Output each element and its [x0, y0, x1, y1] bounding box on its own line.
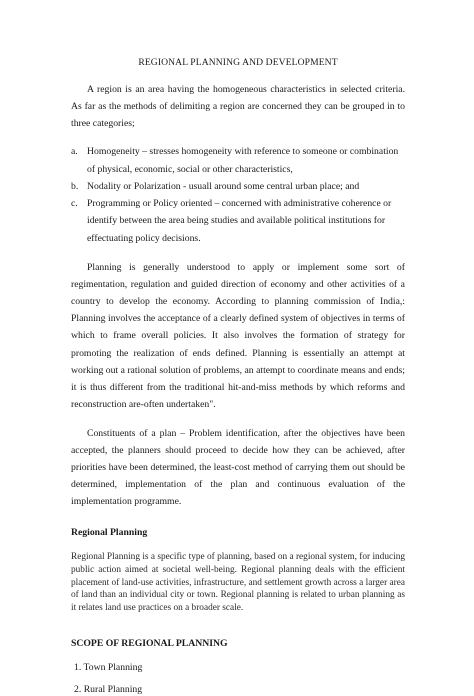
list-item — [71, 195, 405, 247]
constituents-paragraph: Constituents of a plan – Problem identification, after the objectives have been accepted, the planners should proceed to decide how they can be achieved, after priorities have been determined, the least-cost method of carrying them out should be determined, implementation of the plan and continuous evaluation of the implementation programme. — [71, 427, 405, 508]
planning-paragraph: Planning is generally understood to apply or implement some sort of regimentation, regulation and guided direction of economy and other activities of a country to develop the economy. According to planning commission of India,: Planning involves the acceptance of a clearly defined system of objectives in terms of which to frame overall policies. It also involves the formation of strategy for promoting the realization of ends defined. Planning is essentially an attempt at working out a rational solution of problems, an attempt to coordinate means and ends; it is thus different from the traditional hit-and-miss methods by which reforms and reconstruction are-often undertaken". — [71, 262, 405, 410]
list-item-text: Homogeneity – stresses homogeneity with reference to someone or combination of physical, economic, social or other characteristics, — [87, 146, 399, 175]
scope-item-rural: 2. Rural Planning — [74, 684, 143, 696]
document-title: REGIONAL PLANNING AND DEVELOPMENT — [138, 57, 338, 68]
categories-list — [71, 143, 405, 247]
list-item — [71, 178, 405, 195]
list-item-text: Nodality or Polarization - usuall around some central urban place; and — [87, 180, 360, 192]
list-item-text: Programming or Policy oriented – concerned with administrative coherence or identify between the area being studies and available political institutions for effectuating policy decisions. — [87, 198, 392, 244]
list-marker: b. — [71, 180, 79, 192]
list-item — [71, 143, 405, 178]
scope-item-town: 1. Town Planning — [74, 662, 143, 674]
list-marker: a. — [71, 146, 78, 158]
regional-planning-paragraph: Regional Planning is a specific type of planning, based on a regional system, for inducing public action aimed at societal well-being. Regional planning deals with the efficient placement of land-use activities, infrastructure, and settlement growth across a larger area of land than an individual city or town. Regional planning is related to urban planning as it relates land use practices on a broader scale. — [71, 552, 405, 613]
list-marker: c. — [71, 198, 78, 210]
regional-planning-heading: Regional Planning — [71, 527, 148, 539]
intro-paragraph: A region is an area having the homogeneous characteristics in selected criteria. As far as the methods of delimiting a region are concerned they can be grouped in to three categories; — [71, 84, 405, 130]
scope-heading: SCOPE OF REGIONAL PLANNING — [71, 638, 228, 650]
